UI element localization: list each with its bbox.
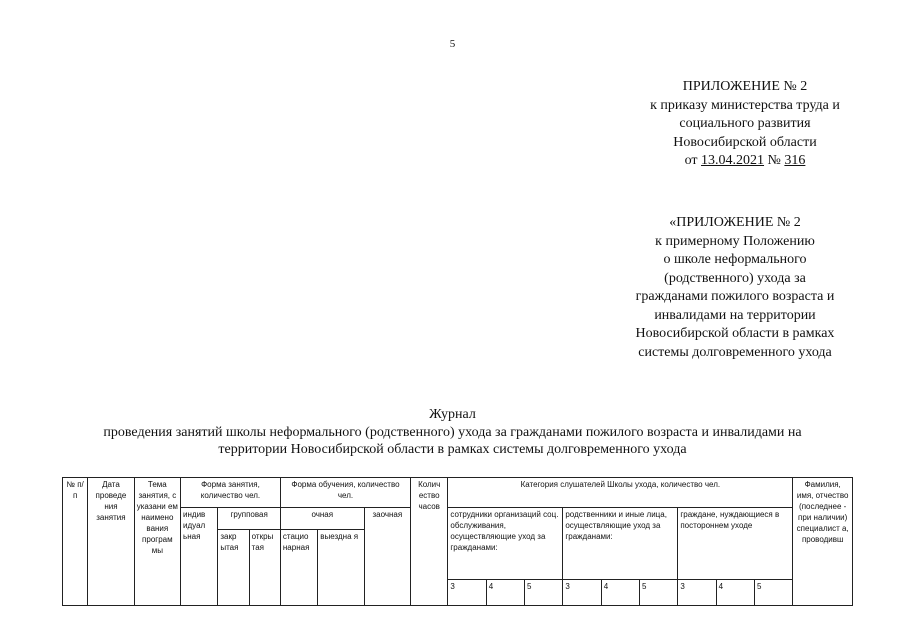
relatives-sub-3: 3 [563,580,601,606]
appendix-line: к приказу министерства труда и [650,97,840,113]
header-topic: Тема занятия, с указани ем наимено вания програм мы [134,478,180,606]
page-number: 5 [449,38,456,50]
header-fulltime: очная [280,508,364,530]
journal-subtitle: проведения занятий школы неформального (родственного) ухода за гражданами пожилого возраста и инвалидами на [103,424,802,440]
citizens-sub-4: 4 [716,580,754,606]
quoted-appendix-line: инвалидами на территории [654,307,816,323]
header-stationary: стацио нарная [280,530,317,606]
header-class-form: Форма занятия, количество чел. [181,478,281,508]
citizens-sub-5: 5 [755,580,793,606]
header-date: Дата проведе ния занятия [88,478,134,606]
appendix-line: Новосибирской области [673,134,817,150]
header-category-relatives: родственники и иные лица, осуществляющие уход за гражданами: [563,508,678,580]
quoted-appendix-line: Новосибирской области в рамках [635,326,835,341]
relatives-sub-4: 4 [601,580,639,606]
header-parttime: заочная [364,508,410,606]
quoted-appendix-line: о школе неформального [663,252,807,267]
header-category-citizens: граждане, нуждающиеся в постороннем уходе [678,508,793,580]
appendix-line: социального развития [679,116,811,131]
staff-sub-4: 4 [486,580,524,606]
date-prefix: от [684,153,702,168]
header-visiting: выездна я [318,530,364,606]
header-listener-category: Категория слушателей Школы ухода, количество чел. [448,478,793,508]
appendix-date-line [600,152,890,171]
header-specialist-name: Фамилия, имя, отчество (последнее - при наличии) специалист а, проводивш [793,478,853,606]
quoted-appendix-line: системы долговременного ухода [638,344,832,360]
header-number: № п/п [63,478,88,606]
journal-table [62,477,853,606]
quoted-appendix-header [590,214,880,362]
order-number: 316 [784,153,806,168]
header-group: групповая [218,508,281,530]
header-closed: закр ытая [218,530,249,606]
staff-sub-5: 5 [525,580,563,606]
quoted-appendix-line: (родственного) ухода за [664,270,806,286]
header-individual: индив идуал ьная [181,508,218,606]
journal-subtitle: территории Новосибирской области в рамках системы долговременного ухода [218,442,687,457]
order-date: 13.04.2021 [701,153,765,168]
journal-title: Журнал [429,407,476,422]
relatives-sub-5: 5 [640,580,678,606]
header-category-staff: сотрудники организаций соц. обслуживания, осуществляющие уход за гражданами: [448,508,563,580]
appendix-header [600,78,890,171]
staff-sub-3: 3 [448,580,486,606]
quoted-appendix-title: «ПРИЛОЖЕНИЕ № 2 [669,215,801,230]
quoted-appendix-line: гражданами пожилого возраста и [635,289,835,304]
number-prefix: № [764,153,785,168]
header-hours: Колич ество часов [411,478,448,606]
citizens-sub-3: 3 [678,580,716,606]
journal-heading [0,406,905,459]
header-study-form: Форма обучения, количество чел. [280,478,410,508]
quoted-appendix-line: к примерному Положению [655,233,815,249]
appendix-title: ПРИЛОЖЕНИЕ № 2 [682,79,808,94]
header-open: откры тая [249,530,280,606]
